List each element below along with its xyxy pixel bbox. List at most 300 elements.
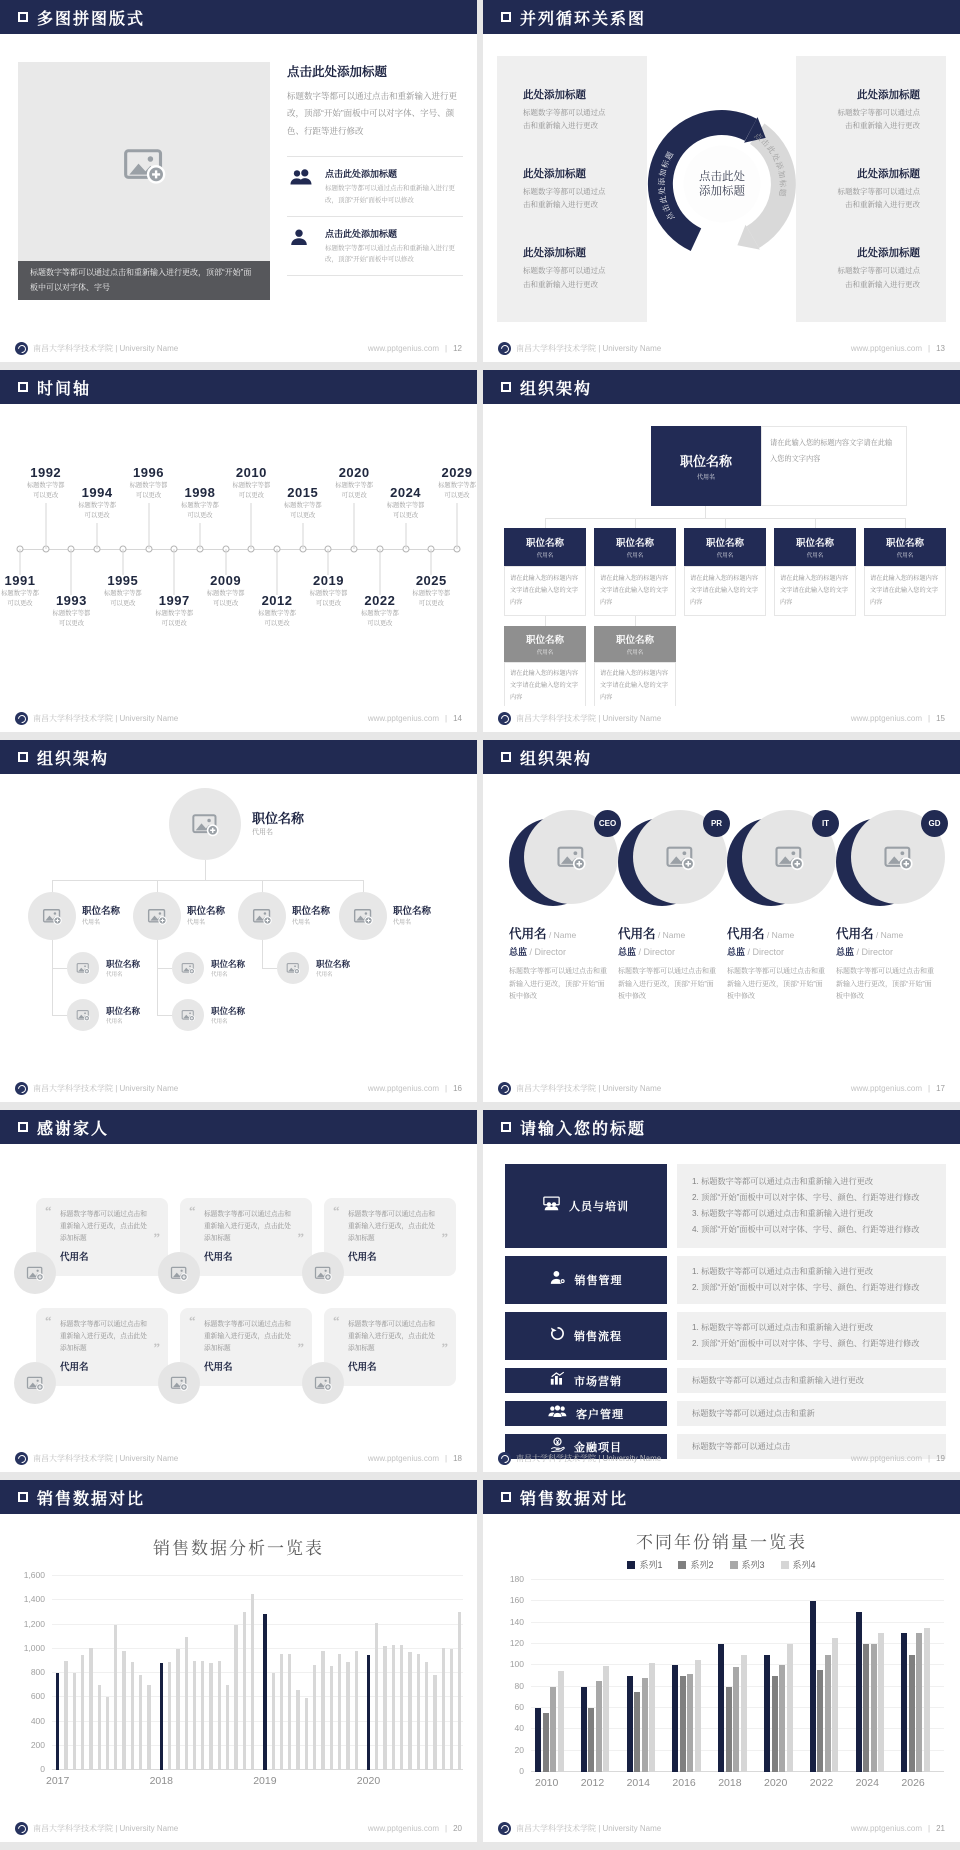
quote-name: 代用名 <box>348 1252 377 1264</box>
team-card[interactable] <box>509 810 617 1004</box>
slide-title: 销售数据对比 <box>37 1490 146 1508</box>
org-node-note: 请在此输入您的标题内容文字请在此输入您的文字内容 <box>504 662 586 706</box>
chart-bar[interactable] <box>81 1655 84 1770</box>
y-axis-label: 140 <box>509 1616 524 1627</box>
chart-bar[interactable] <box>280 1654 283 1770</box>
chart-bar[interactable] <box>408 1652 411 1770</box>
open-quote-icon: “ <box>45 1313 52 1328</box>
team-photo <box>727 810 835 910</box>
cycle-item-desc: 标题数字等都可以通过点 击和重新输入进行更改 <box>523 186 606 210</box>
timeline-year: 1998 <box>184 484 216 500</box>
footer-org: 南昌大学科学技术学院 | University Name <box>516 1083 662 1093</box>
square-bullet-icon <box>501 382 511 392</box>
quote-card[interactable] <box>324 1308 456 1386</box>
chart-bar[interactable] <box>400 1645 403 1770</box>
chart-bar[interactable] <box>321 1651 324 1770</box>
photo-placeholder[interactable] <box>339 892 387 940</box>
x-axis-label: 2024 <box>855 1777 879 1789</box>
chart-bar[interactable] <box>627 1676 633 1772</box>
photo-placeholder[interactable] <box>14 1252 56 1294</box>
team-photo <box>618 810 726 910</box>
y-axis-label: 1,000 <box>23 1642 45 1653</box>
chart-bar[interactable] <box>741 1655 747 1772</box>
timeline-entry <box>426 465 477 501</box>
chart-bar[interactable] <box>209 1663 212 1770</box>
org-node-sub: 代用名 <box>106 1019 123 1025</box>
page-number: 12 <box>453 343 462 353</box>
chart-bar[interactable] <box>603 1666 609 1772</box>
agenda-line: 1. 标题数字等都可以通过点击和重新输入进行更改 <box>692 1267 874 1277</box>
chart-bar[interactable] <box>433 1675 436 1770</box>
chart-bar[interactable] <box>234 1625 237 1771</box>
x-axis-label: 2017 <box>46 1775 70 1787</box>
slide-content <box>0 34 477 334</box>
image-placeholder[interactable] <box>18 62 270 300</box>
chart-bar[interactable] <box>634 1692 640 1772</box>
footer-org: 南昌大学科学技术学院 | University Name <box>516 343 662 353</box>
photo-placeholder[interactable] <box>158 1362 200 1404</box>
cycle-item-desc: 标题数字等都可以通过点 击和重新输入进行更改 <box>837 107 920 131</box>
y-axis-label: 180 <box>509 1574 524 1584</box>
chart-bar[interactable] <box>243 1612 246 1770</box>
chart-bar[interactable] <box>367 1655 370 1770</box>
chart-bar[interactable] <box>122 1651 125 1770</box>
quote-card[interactable] <box>180 1308 312 1386</box>
chart-bar[interactable] <box>226 1685 229 1770</box>
member-role: 总监 / Director <box>727 947 785 957</box>
chart-title: 销售数据分析一览表 <box>153 1539 324 1558</box>
chart-bar[interactable] <box>114 1625 117 1771</box>
quote-card[interactable] <box>180 1198 312 1276</box>
org-node-sub: 代用名 <box>896 553 914 559</box>
chart-bar[interactable] <box>680 1676 686 1772</box>
text-column <box>287 62 463 276</box>
cycle-item-title: 此处添加标题 <box>857 88 920 101</box>
chart-bar[interactable] <box>878 1633 884 1772</box>
team-card[interactable] <box>618 810 723 1004</box>
org-root-note: 请在此输入您的标题内容文字请在此输入您的文字内容 <box>761 426 907 506</box>
chart-bar[interactable] <box>131 1662 134 1770</box>
add-image-icon <box>42 906 62 926</box>
chart-bar[interactable] <box>106 1697 109 1770</box>
quote-name: 代用名 <box>204 1362 233 1374</box>
open-quote-icon: “ <box>189 1203 196 1218</box>
org-child-label <box>106 958 140 978</box>
timeline-desc: 标题数字等都 可以更改 <box>78 501 116 519</box>
chart-bar[interactable] <box>355 1651 358 1770</box>
timeline-desc: 标题数字等都 可以更改 <box>386 501 425 519</box>
page-number: 17 <box>936 1083 945 1093</box>
slide-header <box>0 740 477 774</box>
org-node-gray[interactable] <box>594 626 676 662</box>
team-card[interactable] <box>836 810 941 1004</box>
timeline-desc: 标题数字等都 可以更改 <box>438 481 476 499</box>
timeline <box>1 438 476 660</box>
x-axis-label: 2020 <box>764 1777 788 1789</box>
chart-bar[interactable] <box>733 1667 739 1772</box>
slide-header <box>0 370 477 404</box>
section-heading: 点击此处添加标题 <box>287 65 388 79</box>
org-node-sub: 代用名 <box>393 920 412 926</box>
photo-placeholder[interactable] <box>302 1252 344 1294</box>
quote-card[interactable] <box>36 1198 168 1276</box>
slide-timeline[interactable] <box>0 370 477 732</box>
timeline-year: 1994 <box>81 484 113 500</box>
legend-swatch <box>730 1561 738 1569</box>
page-number: 20 <box>453 1823 462 1833</box>
y-axis-label: 1,600 <box>23 1570 45 1580</box>
org-node-title: 职位名称 <box>705 538 744 549</box>
chart-bar[interactable] <box>695 1660 701 1772</box>
org-node-note: 请在此输入您的标题内容文字请在此输入您的文字内容 <box>774 566 856 616</box>
customer-icon <box>548 1405 567 1423</box>
timeline-stem <box>225 549 226 575</box>
connector-line <box>52 880 363 881</box>
org-node-title: 职位名称 <box>82 906 121 917</box>
member-name: 代用名 / Name <box>618 927 686 941</box>
agenda-button[interactable] <box>505 1401 667 1426</box>
chart-bar[interactable] <box>450 1649 453 1770</box>
connector-line <box>157 968 172 969</box>
chart-bar[interactable] <box>458 1612 461 1770</box>
slide-cycle-diagram[interactable] <box>483 0 960 362</box>
add-image-icon <box>170 1374 188 1392</box>
chart-bar[interactable] <box>909 1655 915 1772</box>
chart-bar[interactable] <box>346 1662 349 1770</box>
chart-bar[interactable] <box>856 1612 862 1772</box>
photo-placeholder[interactable] <box>302 1362 344 1404</box>
timeline-stem <box>457 503 458 549</box>
agenda-label: 销售管理 <box>574 1275 623 1287</box>
y-axis-label: 200 <box>30 1739 45 1750</box>
add-image-icon <box>76 1008 90 1022</box>
org-node-title: 职位名称 <box>393 906 432 917</box>
org-branch-label <box>82 903 120 926</box>
cycle-center-label-line1: 点击此处 <box>698 171 745 184</box>
agenda-row <box>505 1164 946 1248</box>
chart-bar[interactable] <box>718 1644 724 1772</box>
close-quote-icon: ” <box>441 1230 448 1245</box>
slide-sales-chart-yearly[interactable] <box>483 1480 960 1842</box>
add-image-icon <box>170 1264 188 1282</box>
people-icon <box>289 167 315 206</box>
chart-bar[interactable] <box>787 1644 793 1772</box>
agenda-rows <box>505 1164 946 1459</box>
square-bullet-icon <box>501 12 511 22</box>
chart-bar[interactable] <box>375 1623 378 1770</box>
agenda-panel <box>677 1164 946 1248</box>
footer-site: www.pptgenius.com <box>850 713 923 723</box>
chart-bar[interactable] <box>726 1687 732 1772</box>
chart-bar[interactable] <box>779 1665 785 1772</box>
agenda-button[interactable] <box>505 1312 667 1360</box>
legend-swatch <box>627 1561 635 1569</box>
chart-bar[interactable] <box>272 1673 275 1770</box>
member-name: 代用名 / Name <box>836 927 904 941</box>
slide-footer: 南昌大学科学技术学院 | University Name www.pptgenius.com | 18 <box>15 1450 462 1466</box>
org-node-gray[interactable] <box>504 626 586 662</box>
chart-bar[interactable] <box>383 1646 386 1770</box>
org-node-title: 职位名称 <box>211 959 246 969</box>
team-card[interactable] <box>727 810 830 1004</box>
chart-bar[interactable] <box>392 1645 395 1770</box>
chart-bar[interactable] <box>313 1665 316 1770</box>
org-root-node[interactable] <box>651 426 761 506</box>
chart-bar[interactable] <box>550 1687 556 1772</box>
slide-content <box>0 1514 477 1814</box>
chart-bar[interactable] <box>772 1676 778 1772</box>
add-image-icon <box>26 1264 44 1282</box>
connector-line <box>725 518 726 528</box>
chart-bar[interactable] <box>642 1678 648 1772</box>
chart-bar[interactable] <box>330 1666 333 1770</box>
photo-placeholder[interactable] <box>169 788 241 860</box>
chart-bar[interactable] <box>863 1644 869 1772</box>
y-axis-label: 120 <box>509 1638 524 1648</box>
org-node-sub: 代用名 <box>316 972 333 978</box>
chart-bar[interactable] <box>871 1644 877 1772</box>
org-child-label <box>106 1005 140 1025</box>
slide-agenda-list[interactable] <box>483 1110 960 1472</box>
org-node-sub: 代用名 <box>187 920 206 926</box>
page-number: 13 <box>936 343 945 353</box>
cycle-item-title: 此处添加标题 <box>857 167 920 180</box>
quote-name: 代用名 <box>60 1362 89 1374</box>
photo-placeholder[interactable] <box>14 1362 56 1404</box>
slide-footer: 南昌大学科学技术学院 | University Name www.pptgenius.com | 14 <box>15 710 462 726</box>
chart-bar[interactable] <box>147 1685 150 1770</box>
chart-bar[interactable] <box>193 1661 196 1770</box>
slide-footer: 南昌大学科学技术学院 | University Name www.pptgenius.com | 15 <box>498 710 945 726</box>
footer-org: 南昌大学科学技术学院 | University Name <box>516 1823 662 1833</box>
member-desc: 标题数字等都可以通过点击和重新输入进行更改，顶部“开始”面板中修改 <box>618 968 716 1001</box>
cycle-arc-label-left: 点击此处添加标题 <box>656 149 676 222</box>
chart-bar[interactable] <box>764 1655 770 1772</box>
quote-card[interactable] <box>36 1308 168 1386</box>
slide-org-chart-team[interactable] <box>483 740 960 1102</box>
detail-item-title: 点击此处添加标题 <box>325 169 398 180</box>
team-photo <box>509 810 617 910</box>
cycle-item-title: 此处添加标题 <box>523 167 586 180</box>
gridline <box>531 1579 944 1580</box>
org-node-title: 职位名称 <box>525 538 564 549</box>
chart-bar[interactable] <box>168 1662 171 1770</box>
org-node-title: 职位名称 <box>316 959 351 969</box>
add-image-icon <box>665 842 695 872</box>
agenda-button[interactable] <box>505 1368 667 1393</box>
timeline-entry <box>400 573 462 609</box>
slide-header <box>483 0 960 34</box>
slide-sales-chart-monthly[interactable] <box>0 1480 477 1842</box>
photo-placeholder[interactable] <box>67 952 99 984</box>
add-image-icon <box>181 961 195 975</box>
chart-bar[interactable] <box>64 1661 67 1770</box>
chart-bar[interactable] <box>649 1663 655 1772</box>
x-axis-label: 2010 <box>535 1777 559 1789</box>
timeline-stem <box>45 503 46 549</box>
agenda-label: 人员与培训 <box>569 1201 629 1213</box>
chart-bar[interactable] <box>73 1673 76 1770</box>
sales-manage-icon <box>550 1270 566 1290</box>
chart-bar[interactable] <box>425 1662 428 1770</box>
detail-item <box>287 216 463 276</box>
chart-bar[interactable] <box>543 1713 549 1772</box>
chart-bar[interactable] <box>160 1663 163 1770</box>
photo-placeholder[interactable] <box>133 892 181 940</box>
slide-footer: 南昌大学科学技术学院 | University Name www.pptgenius.com | 12 <box>15 340 462 356</box>
detail-item-title: 点击此处添加标题 <box>325 228 398 239</box>
org-node-note: 请在此输入您的标题内容文字请在此输入您的文字内容 <box>864 566 946 616</box>
timeline-desc: 标题数字等都 可以更改 <box>360 610 399 628</box>
team-cards <box>509 810 941 1004</box>
timeline-year: 2012 <box>261 593 293 608</box>
photo-placeholder[interactable] <box>28 892 76 940</box>
connector-line <box>815 518 816 528</box>
add-image-icon <box>286 961 300 975</box>
chart-bar[interactable] <box>535 1708 541 1772</box>
org-node[interactable] <box>684 528 766 566</box>
chart-bar[interactable] <box>201 1661 204 1770</box>
slide-header <box>0 1110 477 1144</box>
photo-placeholder[interactable] <box>67 999 99 1031</box>
connector-line <box>705 506 706 518</box>
chart-bar[interactable] <box>596 1681 602 1772</box>
timeline-year: 2019 <box>313 573 344 588</box>
org-node[interactable] <box>594 528 676 566</box>
quote-text: 标题数字等都可以通过点击和重新输入进行更改，点击此处添加标题 <box>348 1321 435 1353</box>
chart-bar[interactable] <box>810 1601 816 1772</box>
chart-bar[interactable] <box>89 1648 92 1770</box>
agenda-button[interactable] <box>505 1164 667 1248</box>
org-node[interactable] <box>504 528 586 566</box>
slide-footer: 南昌大学科学技术学院 | University Name www.pptgenius.com | 21 <box>498 1820 945 1836</box>
agenda-line: 标题数字等都可以通过点击 <box>692 1441 791 1451</box>
org-chart <box>483 404 960 704</box>
cycle-right-panel <box>796 56 946 322</box>
x-axis-label: 2022 <box>809 1777 834 1789</box>
chart-bar[interactable] <box>442 1648 445 1770</box>
org-branch-label <box>393 903 431 926</box>
chart-bar[interactable] <box>176 1649 179 1770</box>
chart-bar[interactable] <box>251 1594 254 1770</box>
y-axis-label: 1,200 <box>23 1618 45 1629</box>
chart-bar[interactable] <box>916 1633 922 1772</box>
slide-thanks-family[interactable] <box>0 1110 477 1472</box>
agenda-line: 2. 顶部“开始”面板中可以对字体、字号、颜色、行距等进行修改 <box>692 1339 920 1348</box>
slide-footer: 南昌大学科学技术学院 | University Name www.pptgenius.com | 13 <box>498 340 945 356</box>
cycle-item-desc: 标题数字等都可以通过点 击和重新输入进行更改 <box>837 266 920 289</box>
footer-site: www.pptgenius.com <box>850 1453 923 1463</box>
add-image-icon <box>314 1374 332 1392</box>
connector-line <box>545 518 546 528</box>
org-node-title: 职位名称 <box>795 538 834 549</box>
chart-bar[interactable] <box>901 1633 907 1772</box>
university-logo <box>15 1822 28 1835</box>
chart-bar[interactable] <box>817 1670 823 1772</box>
bar-chart <box>509 1574 944 1789</box>
timeline-year: 2020 <box>338 464 370 480</box>
chart-bar[interactable] <box>672 1665 678 1772</box>
slide-org-chart-boxes[interactable] <box>483 370 960 732</box>
page-number: 21 <box>936 1823 945 1833</box>
footer-site: www.pptgenius.com <box>367 1453 440 1463</box>
chart-bar[interactable] <box>832 1638 838 1772</box>
chart-bar[interactable] <box>56 1673 59 1770</box>
page-number: 19 <box>936 1453 945 1463</box>
chart-bar[interactable] <box>218 1661 221 1770</box>
cycle-item-title: 此处添加标题 <box>523 88 586 101</box>
photo-placeholder[interactable] <box>277 952 309 984</box>
chart-bar[interactable] <box>825 1655 831 1772</box>
org-child-label <box>211 1005 245 1025</box>
chart-bar[interactable] <box>588 1708 594 1772</box>
chart-bar[interactable] <box>98 1685 101 1770</box>
connector-line <box>262 968 277 969</box>
org-node-sub: 代用名 <box>696 475 715 481</box>
chart-bar[interactable] <box>558 1671 564 1772</box>
photo-placeholder[interactable] <box>172 999 204 1031</box>
connector-line <box>363 880 364 892</box>
slide-content <box>0 404 477 704</box>
agenda-line: 标题数字等都可以通过点击和重新 <box>692 1408 815 1418</box>
quote-card[interactable] <box>324 1198 456 1276</box>
slide-header <box>483 1110 960 1144</box>
chart-bar[interactable] <box>687 1674 693 1772</box>
photo-placeholder[interactable] <box>158 1252 200 1294</box>
photo-placeholder[interactable] <box>172 952 204 984</box>
connector-line <box>205 860 206 880</box>
chart-bar[interactable] <box>338 1654 341 1770</box>
legend-item: 系列2 <box>678 1558 713 1571</box>
timeline-year: 2010 <box>235 464 267 480</box>
footer-site: www.pptgenius.com <box>850 343 923 353</box>
x-axis-label: 2016 <box>672 1777 696 1789</box>
agenda-line: 1. 标题数字等都可以通过点击和重新输入进行更改 <box>692 1177 874 1187</box>
detail-item-desc: 标题数字等都可以通过点击和重新输入进行更改，顶部“开始”面板中可以修改 <box>325 185 455 204</box>
agenda-line: 1. 标题数字等都可以通过点击和重新输入进行更改 <box>692 1323 874 1333</box>
org-node-note: 请在此输入您的标题内容文字请在此输入您的文字内容 <box>684 566 766 616</box>
timeline-year: 2025 <box>415 573 447 588</box>
square-bullet-icon <box>18 752 28 762</box>
photo-placeholder[interactable] <box>238 892 286 940</box>
cycle-arrows-diagram <box>626 88 818 280</box>
slide-content <box>483 34 960 334</box>
chart-bar[interactable] <box>139 1675 142 1770</box>
connector-line <box>52 1015 67 1016</box>
org-node[interactable] <box>864 528 946 566</box>
agenda-panel <box>677 1401 946 1426</box>
chart-bar[interactable] <box>288 1654 291 1770</box>
chart-bar[interactable] <box>263 1614 266 1770</box>
chart-bar[interactable] <box>924 1628 930 1772</box>
slide-org-chart-photos[interactable] <box>0 740 477 1102</box>
chart-bar[interactable] <box>581 1687 587 1772</box>
chart-bar[interactable] <box>185 1637 188 1770</box>
y-axis-label: 1,400 <box>23 1594 45 1605</box>
agenda-button[interactable] <box>505 1256 667 1304</box>
org-node-sub: 代用名 <box>806 553 824 559</box>
close-quote-icon: ” <box>297 1340 304 1355</box>
org-node[interactable] <box>774 528 856 566</box>
slide-multi-image-layout[interactable] <box>0 0 477 362</box>
chart-bar[interactable] <box>296 1690 299 1770</box>
chart-bar[interactable] <box>305 1698 308 1770</box>
add-image-icon <box>122 142 166 186</box>
agenda-row <box>505 1256 946 1304</box>
chart-bar[interactable] <box>417 1654 420 1770</box>
slide-footer: 南昌大学科学技术学院 | University Name www.pptgenius.com | 16 <box>15 1080 462 1096</box>
square-bullet-icon <box>18 1122 28 1132</box>
